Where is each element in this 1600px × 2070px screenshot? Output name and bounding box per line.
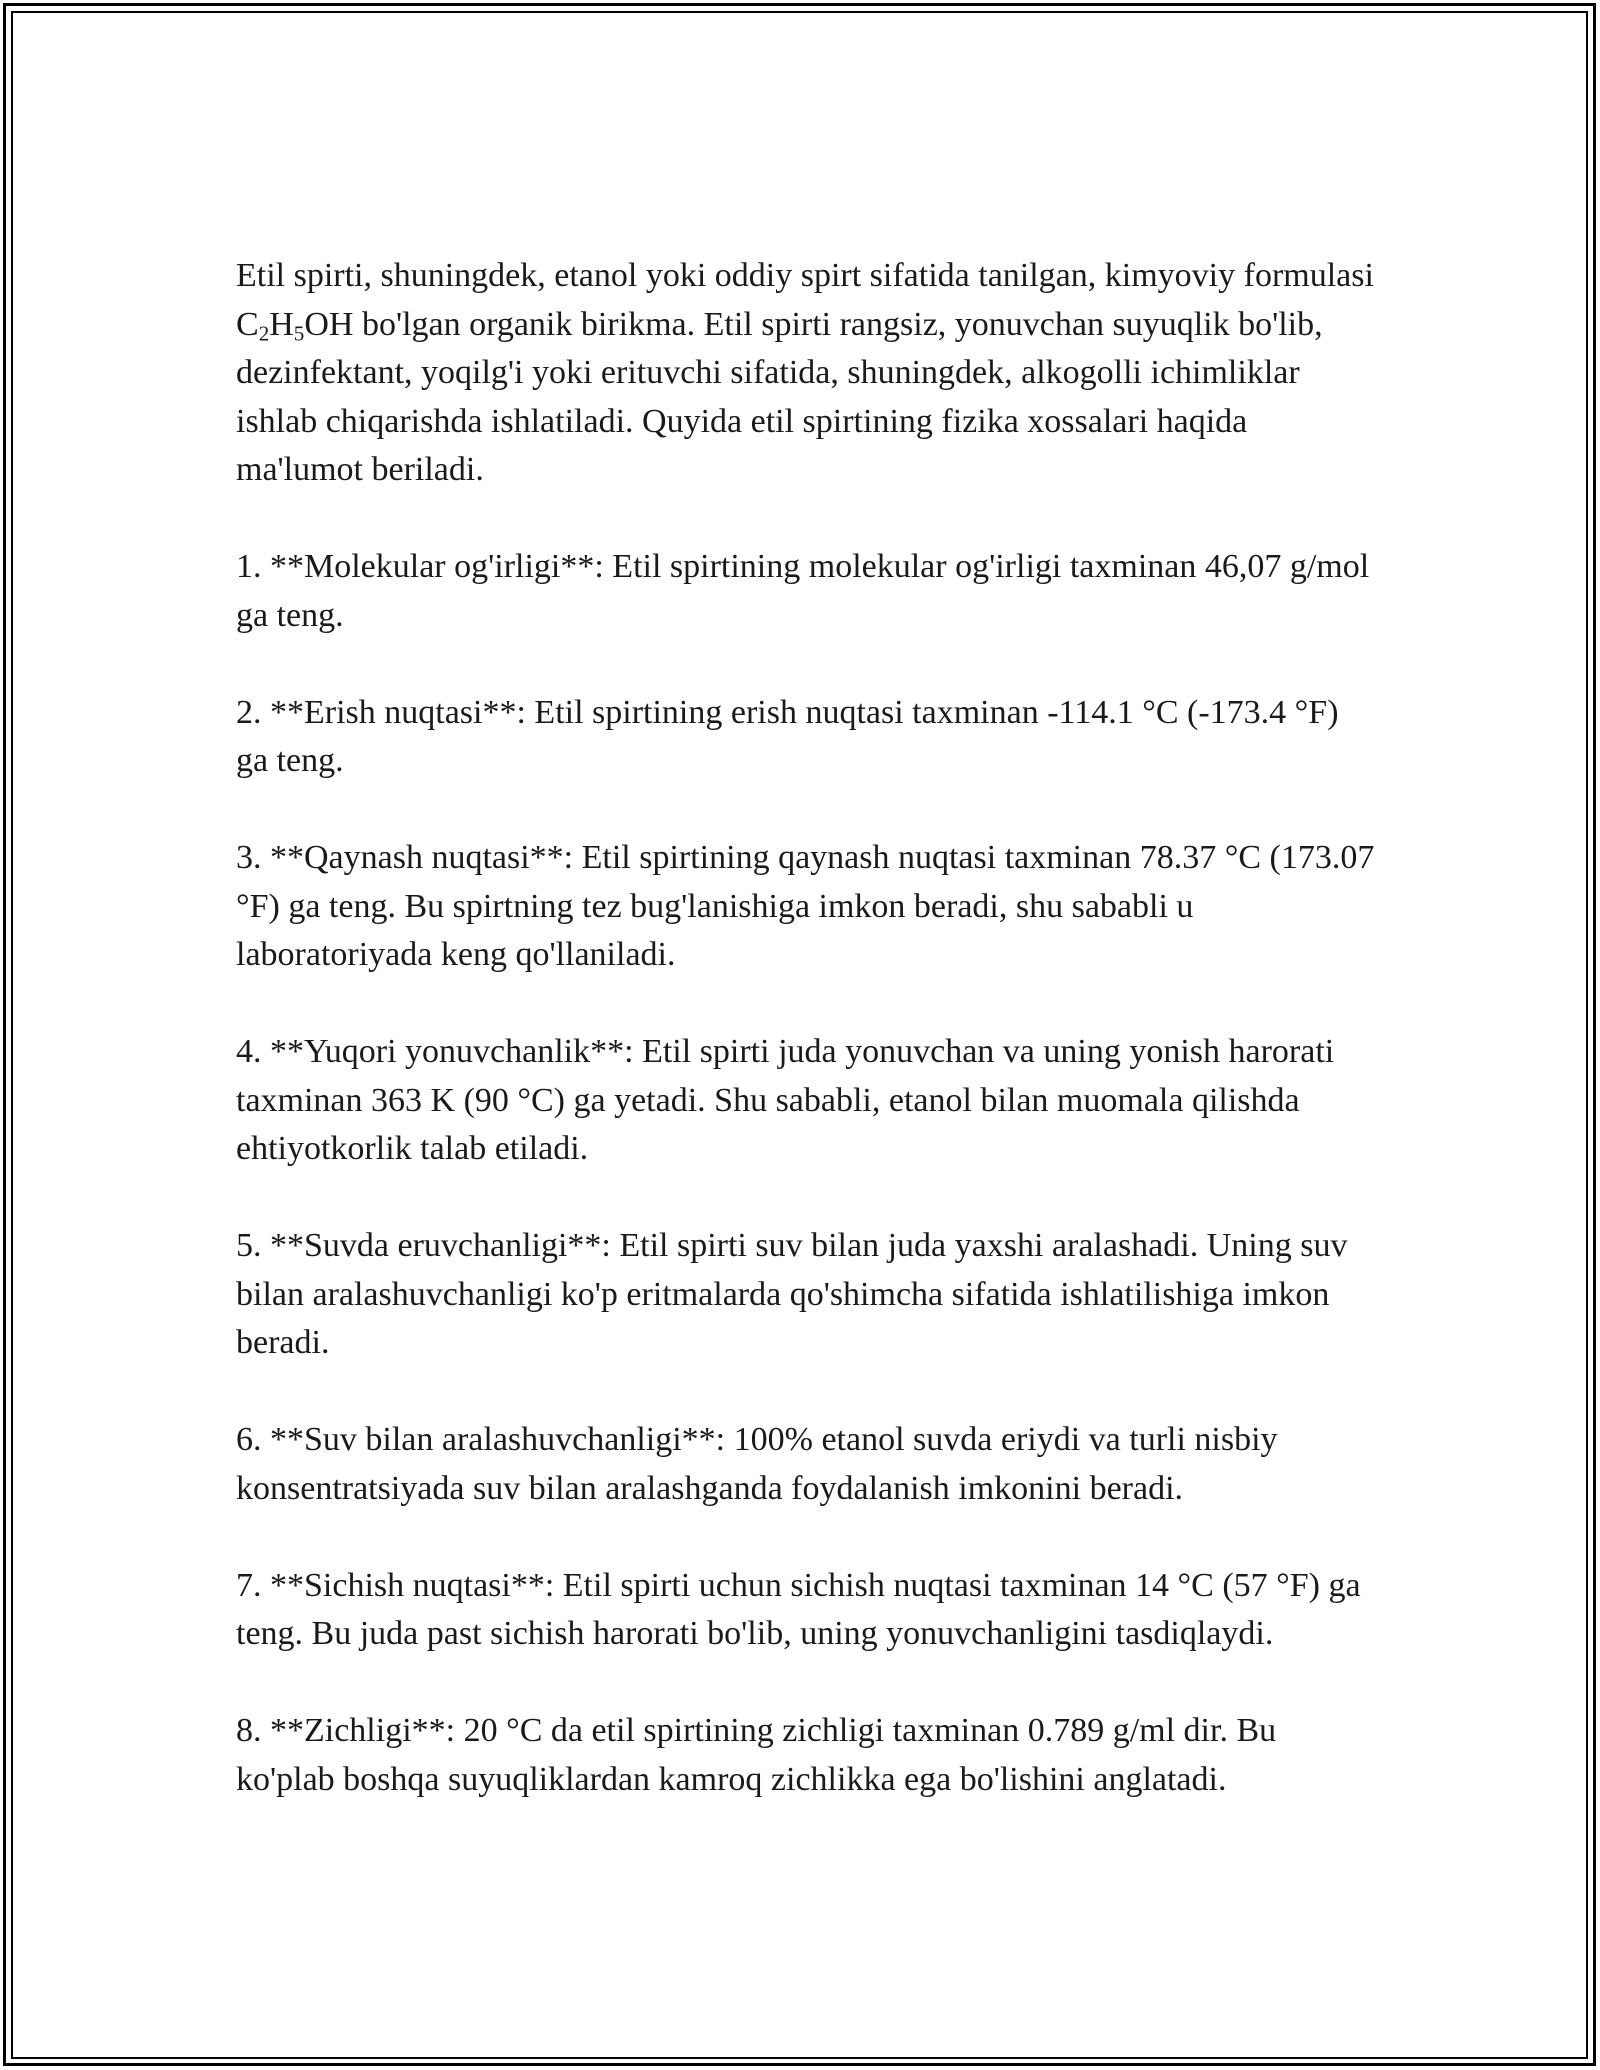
formula-subscript-2: 2: [258, 320, 270, 345]
formula-subscript-5: 5: [293, 320, 305, 345]
property-item-flash-point: 7. **Sichish nuqtasi**: Etil spirti uchun sichish nuqtasi taxminan 14 °C (57 °F) ga teng. Bu juda past sichish harorati bo'lib, uning yonuvchanligini tasdiqlaydi.: [236, 1566, 1361, 1652]
intro-text-part3: OH bo'lgan organik birikma. Etil spirti rangsiz, yonuvchan suyuqlik bo'lib, dezinfektant, yoqilg'i yoki erituvchi sifatida, shuningdek, alkogolli ichimliklar ishlab chiqarishda ishlatiladi. Quyida etil spirtining fizika xossalari haqida ma'lumot beriladi.: [236, 305, 1323, 488]
property-item-water-miscibility: 6. **Suv bilan aralashuvchanligi**: 100% etanol suvda eriydi va turli nisbiy konsentratsiyada suv bilan aralashganda foydalanish imkonini beradi.: [236, 1421, 1278, 1507]
document-body: [236, 252, 1376, 1804]
property-item-density: 8. **Zichligi**: 20 °C da etil spirtining zichligi taxminan 0.789 g/ml dir. Bu ko'plab boshqa suyuqliklardan kamroq zichlikka ega bo'lishini anglatadi.: [236, 1712, 1277, 1798]
property-item-melting-point: 2. **Erish nuqtasi**: Etil spirtining erish nuqtasi taxminan -114.1 °C (-173.4 °F) ga teng.: [236, 693, 1339, 779]
property-item-boiling-point: 3. **Qaynash nuqtasi**: Etil spirtining qaynash nuqtasi taxminan 78.37 °C (173.07 °F) ga teng. Bu spirtning tez bug'lanishiga imkon beradi, shu sababli u laboratoriyada keng qo'llaniladi.: [236, 839, 1375, 973]
intro-text-part1: Etil spirti, shuningdek, etanol yoki oddiy spirt sifatida tanilgan, kimyoviy formulasi C: [236, 257, 1374, 343]
intro-text-part2: H: [269, 305, 294, 343]
property-item-water-solubility: 5. **Suvda eruvchanligi**: Etil spirti suv bilan juda yaxshi aralashadi. Uning suv bilan aralashuvchanligi ko'p eritmalarda qo'shimcha sifatida ishlatilishiga imkon beradi.: [236, 1227, 1348, 1361]
property-item-molecular-weight: 1. **Molekular og'irligi**: Etil spirtining molekular og'irligi taxminan 46,07 g/mol ga teng.: [236, 548, 1370, 634]
intro-paragraph: [236, 252, 1376, 495]
property-item-flammability: 4. **Yuqori yonuvchanlik**: Etil spirti juda yonuvchan va uning yonish harorati taxminan 363 K (90 °C) ga yetadi. Shu sababli, etanol bilan muomala qilishda ehtiyotkorlik talab etiladi.: [236, 1033, 1335, 1167]
